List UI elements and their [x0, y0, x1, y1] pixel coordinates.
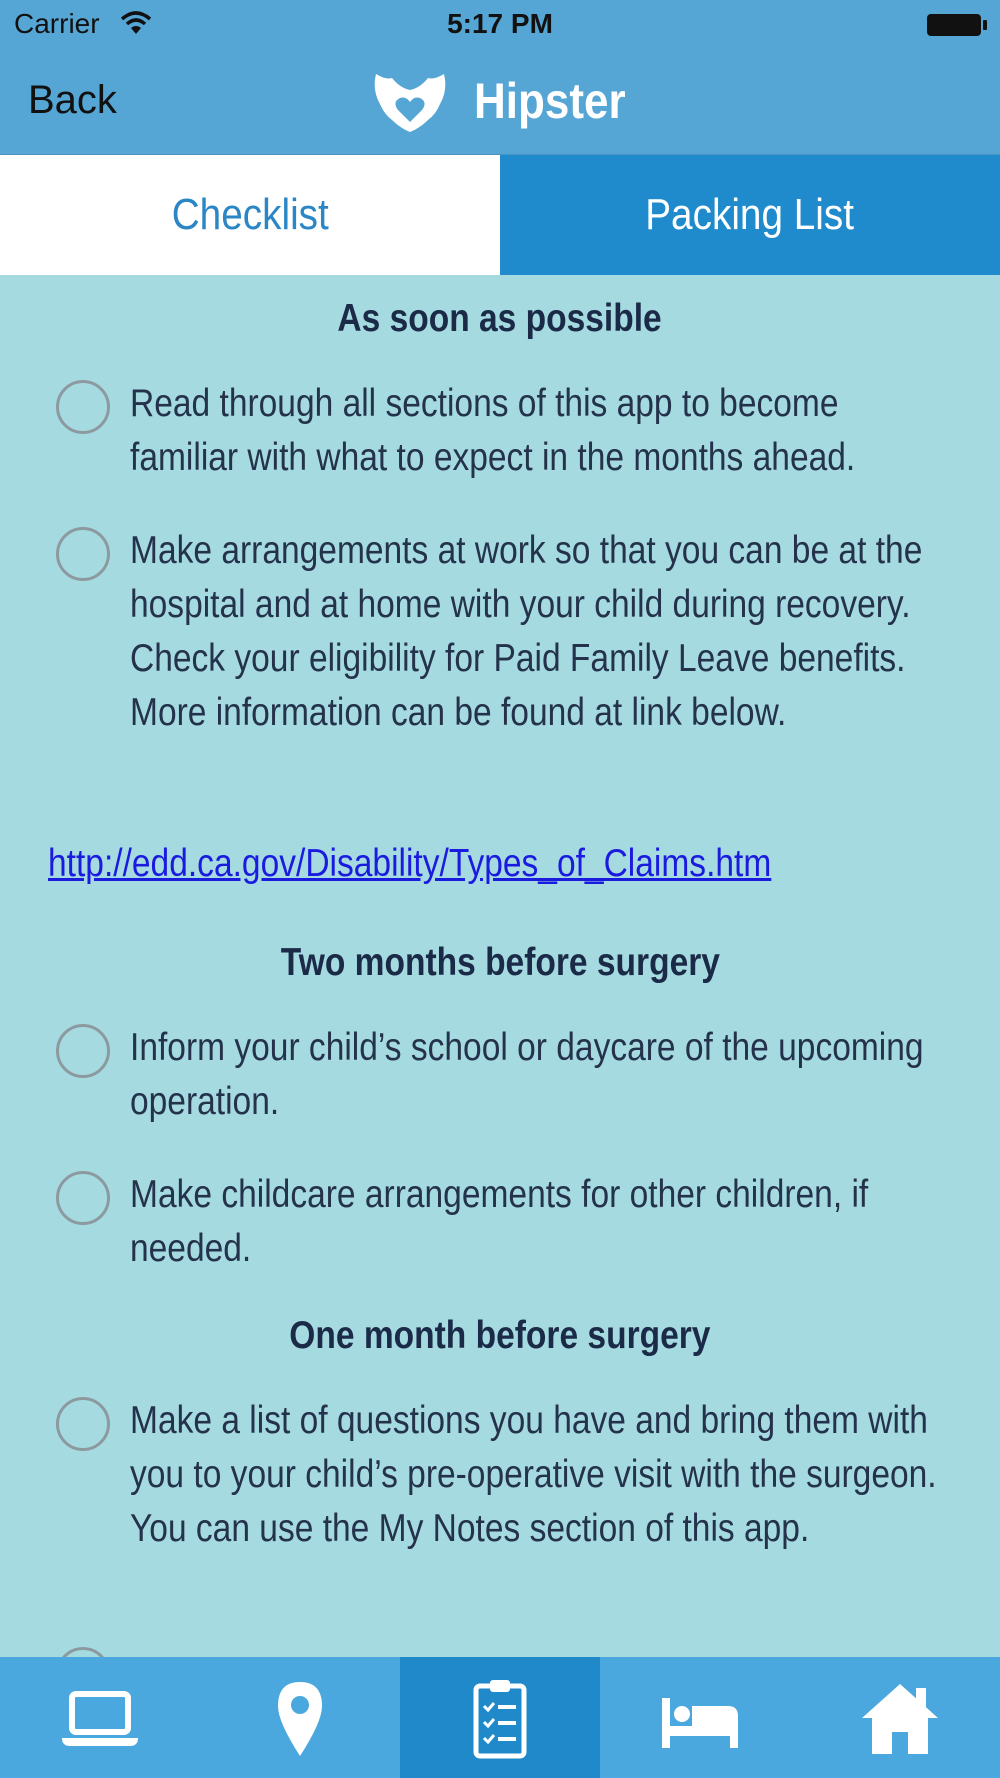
checkbox-circle[interactable]: [56, 1171, 110, 1225]
tab-bar-location[interactable]: [200, 1657, 400, 1778]
tab-packing-list[interactable]: Packing List: [500, 155, 1000, 275]
app-title: Hipster: [474, 73, 626, 129]
section-heading: As soon as possible: [337, 297, 663, 340]
back-button[interactable]: Back: [28, 78, 117, 122]
checkbox-circle[interactable]: [56, 1397, 110, 1451]
section-heading: Two months before surgery: [280, 941, 720, 984]
checklist-item-text: Inform your child’s school or daycare of the upcoming operation.: [130, 1026, 924, 1123]
battery-icon: [926, 12, 988, 38]
tab-checklist[interactable]: Checklist: [0, 155, 500, 275]
laptop-icon: [58, 1676, 142, 1760]
status-bar: [0, 0, 1000, 50]
clipboard-checklist-icon: [458, 1676, 542, 1760]
checkbox-circle[interactable]: [56, 1024, 110, 1078]
tab-bar-home[interactable]: [800, 1657, 1000, 1778]
checklist-item-text: Make childcare arrangements for other children, if needed.: [130, 1173, 869, 1270]
tab-bar-laptop[interactable]: [0, 1657, 200, 1778]
tab-bar-checklist[interactable]: [400, 1657, 600, 1778]
edd-claims-link[interactable]: http://edd.ca.gov/Disability/Types_of_Claims.htm: [48, 842, 772, 885]
checklist-item-text: Make a list of questions you have and bring them with you to your child’s pre-operative visit with the surgeon. You can use the My Notes section of this app.: [130, 1399, 937, 1550]
navigation-bar: [0, 50, 1000, 155]
checkbox-circle[interactable]: [56, 527, 110, 581]
tab-bar-hospital-stay[interactable]: [600, 1657, 800, 1778]
checklist-item-text: Make arrangements at work so that you can be at the hospital and at home with your child during recovery. Check your eligibility for Paid Family Leave benefits. More information can be found at link below.: [130, 529, 923, 734]
checkbox-circle[interactable]: [56, 380, 110, 434]
bottom-tab-bar: [0, 1657, 1000, 1778]
map-pin-icon: [258, 1676, 342, 1760]
section-heading: One month before surgery: [289, 1314, 711, 1357]
home-icon: [858, 1676, 942, 1760]
segment-tabs: [0, 155, 1000, 275]
status-time: 5:17 PM: [447, 8, 553, 39]
checkbox-circle[interactable]: [56, 1647, 110, 1657]
checklist-content[interactable]: [0, 275, 1000, 1657]
checklist-item-text: Read through all sections of this app to become familiar with what to expect in the months ahead.: [130, 382, 856, 479]
pelvis-heart-icon: [370, 70, 450, 136]
bed-icon: [658, 1676, 742, 1760]
carrier-label: Carrier: [14, 8, 100, 39]
